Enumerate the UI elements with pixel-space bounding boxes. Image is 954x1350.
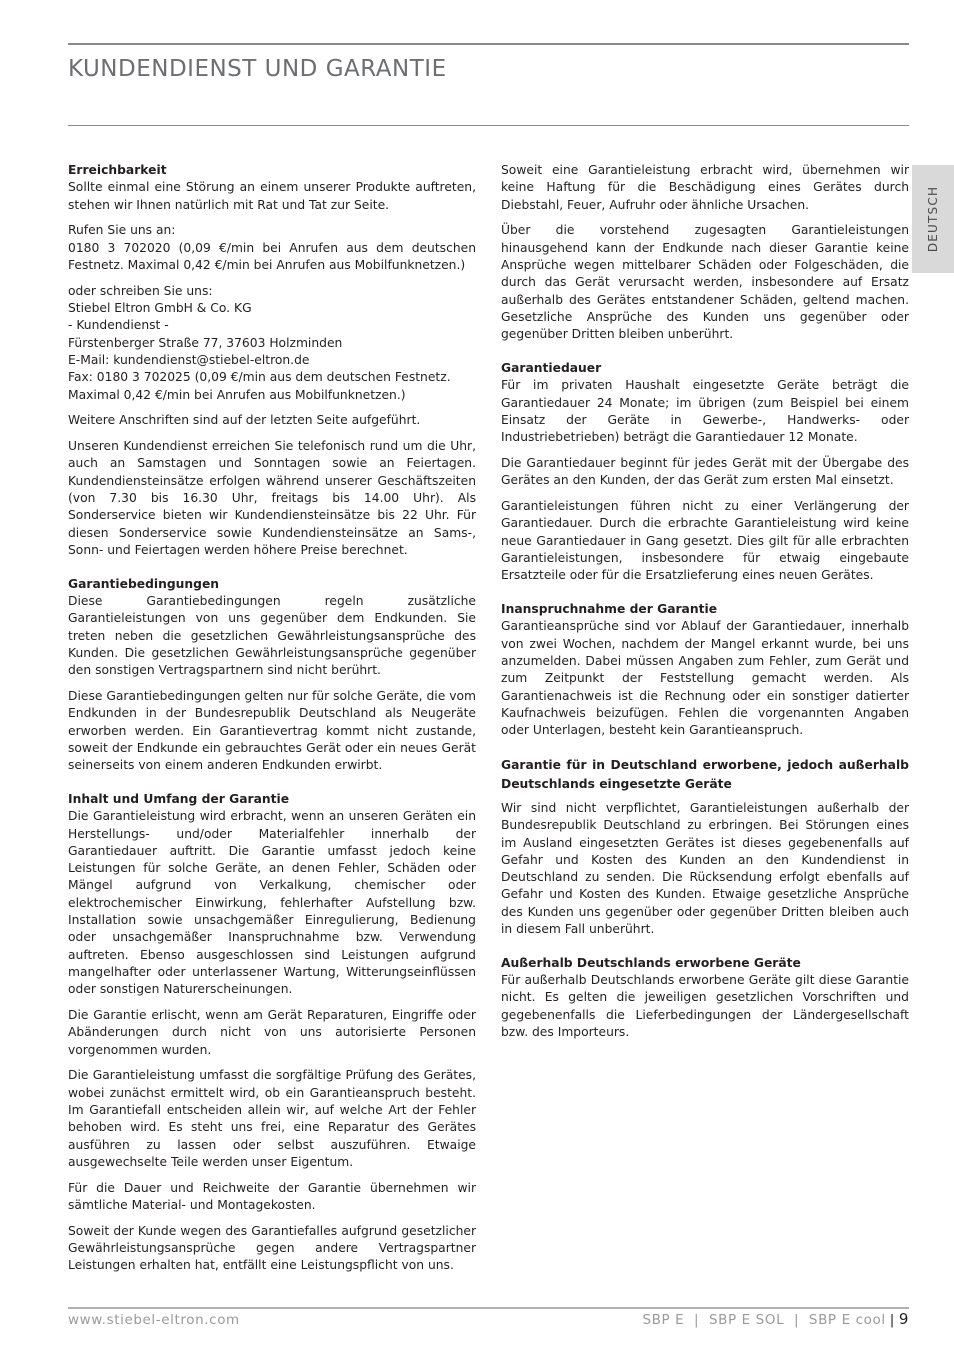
paragraph: Die Garantie erlischt, wenn am Gerät Reparaturen, Eingriffe oder Abänderungen durch nicht von uns autorisierte Personen vorgenommen wurden. (68, 1008, 476, 1057)
section-heading-ausland-erworben: Außerhalb Deutschlands erworbene Geräte (501, 955, 801, 970)
footer-models (642, 1310, 909, 1328)
section-heading-garantiebedingungen: Garantiebedingungen (68, 576, 220, 591)
section-heading-inhalt-umfang: Inhalt und Umfang der Garantie (68, 792, 290, 806)
paragraph: Soweit eine Garantieleistung erbracht wird, übernehmen wir keine Haftung für die Beschädigung eines Gerätes durch Diebstahl, Feuer, Aufruhr oder ähnliche Ursachen. (501, 163, 909, 212)
paragraph: Garantieansprüche sind vor Ablauf der Garantiedauer, innerhalb von zwei Wochen, nachdem der Mangel erkannt wurde, bei uns anzumelden. Dabei müssen Angaben zum Fehler, zum Gerät und zum Zeitpunkt der Feststellung gemacht werden. Als Garantienachweis ist die Rechnung oder ein sonstiger datierter Kaufnachweis beizufügen. Fehlen die vorgenannten Angaben oder Unterlagen, besteht kein Garantieanspruch. (501, 619, 909, 738)
header-rule-bottom (68, 125, 909, 126)
right-column (501, 162, 909, 1050)
paragraph: Für im privaten Haushalt eingesetzte Geräte beträgt die Garantiedauer 24 Monate; im übrigen (zum Beispiel bei einem Einsatz der Geräte in Gewerbe-, Handwerks- oder Industriebetrieben) beträgt die Garantiedauer 12 Monate. (501, 378, 909, 445)
paragraph: Garantieleistungen führen nicht zu einer Verlängerung der Garantiedauer. Durch die erbrachte Garantieleistung wird keine neue Garantiedauer in Gang gesetzt. Dies gilt für alle erbrachten Garantieleistungen, insbesondere für etwaig eingebaute Ersatzteile oder für die Ersatzlieferung eines neuen Gerätes. (501, 499, 909, 583)
paragraph: Diese Garantiebedingungen regeln zusätzliche Garantieleistungen von uns gegenüber dem Endkunden. Sie treten neben die gesetzlichen Gewährleistungsansprüche des Kunden. Die gesetzlichen Gewährleistungsansprüche gegenüber den sonstigen Vertragspartnern sind nicht berührt. (68, 594, 476, 678)
header-rule-top (68, 43, 909, 45)
paragraph: Die Garantieleistung umfasst die sorgfältige Prüfung des Gerätes, wobei zunächst ermittelt wird, ob ein Garantieanspruch besteht. Im Garantiefall entscheiden allein wir, auf welche Art der Fehler behoben wird. Es steht uns frei, eine Reparatur des Gerätes ausführen zu lassen oder selbst auszuführen. Etwaige ausgewechselte Teile werden unser Eigentum. (68, 1068, 476, 1169)
footer-rule (68, 1307, 909, 1309)
paragraph: Über die vorstehend zugesagten Garantieleistungen hinausgehend kann der Endkunde nach dieser Garantie keine Ansprüche wegen mittelbarer Schäden oder Folgeschäden, die durch das Gerät verursacht werden, insbesondere auf Ersatz außerhalb des Gerätes entstandener Schäden, geltend machen. Gesetzliche Ansprüche des Kunden uns gegenüber oder gegenüber Dritten bleiben unberührt. (501, 223, 909, 342)
footer-website: www.stiebel-eltron.com (68, 1312, 240, 1328)
section-heading-garantiedauer: Garantiedauer (501, 360, 602, 375)
paragraph: Sollte einmal eine Störung an einem unserer Produkte auftreten, stehen wir Ihnen natürlich mit Rat und Tat zur Seite. (68, 180, 476, 212)
language-side-tab (912, 165, 954, 273)
paragraph: Weitere Anschriften sind auf der letzten Seite aufgeführt. (68, 413, 421, 428)
paragraph: Die Garantiedauer beginnt für jedes Gerät mit der Übergabe des Gerätes an den Kunden, der das Gerät zum ersten Mal einsetzt. (501, 455, 909, 488)
left-column (68, 162, 476, 1283)
paragraph: Die Garantieleistung wird erbracht, wenn an unseren Geräten ein Herstellungs- und/oder Materialfehler innerhalb der Garantiedauer auftritt. Die Garantie umfasst jedoch keine Leistungen für solche Geräte, an denen Fehler, Schäden oder Mängel aufgrund von Verkalkung, chemischer oder elektrochemischer Einwirkung, fehlerhafter Aufstellung bzw. Installation sowie unsachgemäßer Einregulierung, Bedienung oder unsachgemäßer Inanspruchnahme bzw. Verwendung auftreten. Ebenso ausgeschlossen sind Leistungen aufgrund mangelhafter oder unterlassener Wartung, Witterungseinflüssen oder sonstigen Naturerscheinungen. (68, 809, 476, 997)
page-number: 9 (898, 1310, 909, 1328)
paragraph: Soweit der Kunde wegen des Garantiefalles aufgrund gesetzlicher Gewährleistungsansprüche gegen andere Vertragspartner Leistungen erhalten hat, entfällt eine Leistungspflicht von uns. (68, 1223, 476, 1273)
paragraph: Diese Garantiebedingungen gelten nur für solche Geräte, die vom Endkunden in der Bundesrepublik Deutschland als Neugeräte erworben werden. Ein Garantievertrag kommt nicht zustande, soweit der Endkunde ein gebrauchtes Gerät oder ein neues Gerät seinerseits von einem anderen Endkunden erwirbt. (68, 689, 476, 773)
section-heading-erreichbarkeit: Erreichbarkeit (68, 163, 167, 177)
language-side-tab-label: DEUTSCH (926, 185, 941, 253)
paragraph: Unseren Kundendienst erreichen Sie telefonisch rund um die Uhr, auch an Samstagen und Sonntagen sowie an Feiertagen. Kundendiensteinsätze erfolgen während unserer Geschäftszeiten (von 7.30 bis 16.30 Uhr, freitags bis 14.00 Uhr). Als Sonderservice bieten wir Kundendiensteinsätze bis 22 Uhr. Für diesen Sonderservice sowie Kundendiensteinsätze an Sams-, Sonn- und Feiertagen werden höhere Preise berechnet. (68, 439, 476, 557)
paragraph: Für außerhalb Deutschlands erworbene Geräte gilt diese Garantie nicht. Es gelten die jeweiligen gesetzlichen Vorschriften und gegebenenfalls die Lieferbedingungen der Ländergesellschaft bzw. des Importeurs. (501, 973, 909, 1039)
footer-separator: | (889, 1312, 895, 1328)
footer-model-list: SBP E | SBP E SOL | SBP E cool (642, 1312, 886, 1328)
paragraph-phone: Rufen Sie uns an: 0180 3 702020 (0,09 €/min bei Anrufen aus dem deutschen Festnetz. Maximal 0,42 €/min bei Anrufen aus Mobilfunknetzen.) (68, 223, 476, 272)
paragraph-address: oder schreiben Sie uns: Stiebel Eltron GmbH & Co. KG - Kundendienst - Fürstenberger Straße 77, 37603 Holzminden E-Mail: kundendienst@stiebel-eltron.de Fax: 0180 3 702025 (0,09 €/min aus dem deutschen Festnetz. Maximal 0,42 €/min bei Anrufen aus Mobilfunknetzen.) (68, 283, 451, 402)
paragraph: Wir sind nicht verpflichtet, Garantieleistungen außerhalb der Bundesrepublik Deutschland zu erbringen. Bei Störungen eines im Ausland eingesetzten Gerätes ist dieses gegebenenfalls auf Gefahr und Kosten des Kunden an den Kundendienst in Deutschland zu senden. Die Rücksendung erfolgt ebenfalls auf Gefahr und Kosten des Kunden. Etwaige gesetzliche Ansprüche des Kunden uns gegenüber oder gegenüber Dritten bleiben auch in diesem Fall unberührt. (501, 800, 909, 936)
section-heading-ausland-eingesetzt: Garantie für in Deutschland erworbene, jedoch außerhalb Deutschlands eingesetzte Geräte (501, 757, 909, 791)
paragraph: Für die Dauer und Reichweite der Garantie übernehmen wir sämtliche Material- und Montagekosten. (68, 1180, 476, 1213)
section-heading-inanspruchnahme: Inanspruchnahme der Garantie (501, 602, 718, 617)
page-title: KUNDENDIENST UND GARANTIE (68, 56, 447, 82)
